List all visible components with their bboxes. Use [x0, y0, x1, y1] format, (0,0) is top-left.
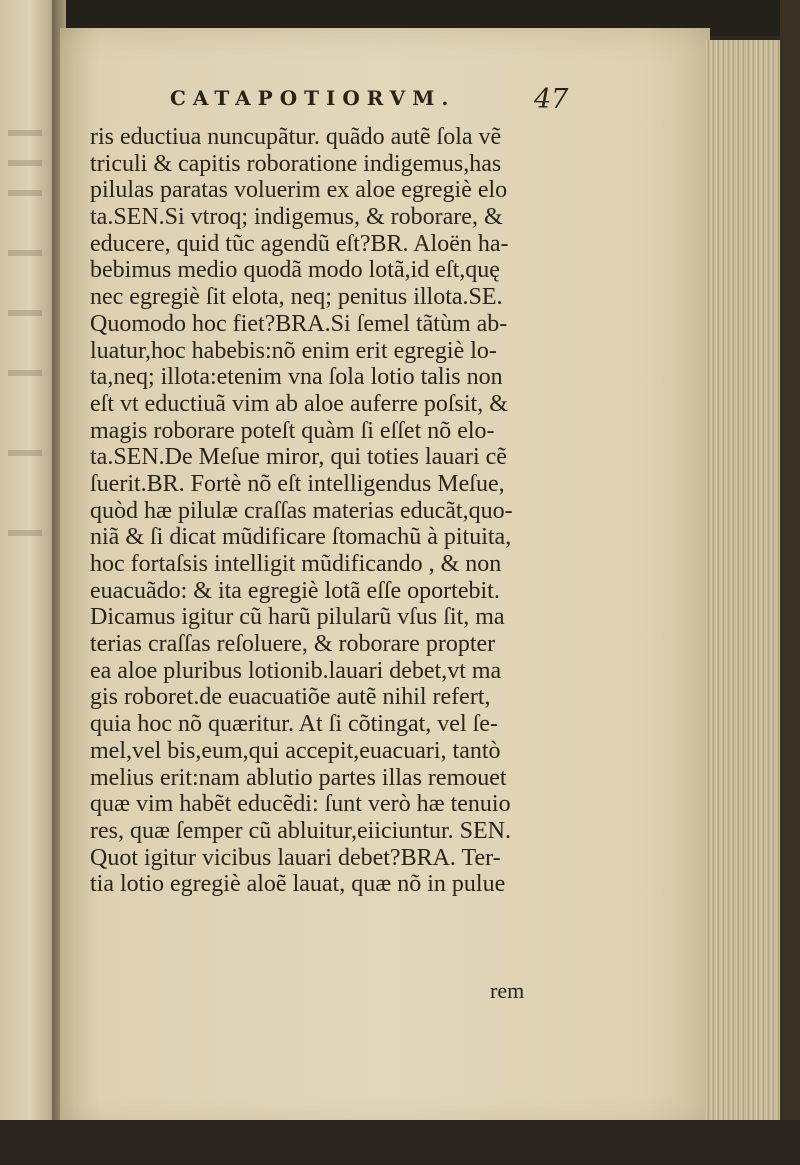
text-line: pilulas paratas voluerim ex aloe egregiè elo	[90, 177, 508, 204]
ghost-text	[8, 130, 42, 136]
dark-background-bottom	[0, 1120, 800, 1165]
text-line: quòd hæ pilulæ craſſas materias educãt,quo-	[90, 497, 513, 524]
ghost-text	[8, 160, 42, 166]
text-line: ta,neq; illota:etenim vna ſola lotio talis non	[90, 364, 503, 391]
text-line: Quomodo hoc fiet?BRA.Si ſemel tãtùm ab-	[90, 310, 508, 337]
text-line: educere, quid tũc agendũ eſt?BR. Aloën ha-	[90, 230, 509, 257]
catchword: rem	[490, 978, 525, 1003]
ghost-text	[8, 310, 42, 316]
text-line: nec egregiè ſit elota, neq; penitus illota.SE.	[90, 284, 503, 311]
ghost-text	[8, 370, 42, 376]
text-line: ris eductiua nuncupãtur. quãdo autẽ ſola vẽ	[90, 124, 502, 150]
ghost-text	[8, 190, 42, 196]
text-line: eſt vt eductiuã vim ab aloe auferre poſsit, &	[90, 390, 508, 417]
text-line: hoc fortaſsis intelligit mũdificando , & non	[90, 551, 502, 577]
edge-shadow	[780, 0, 800, 1165]
text-line: mel,vel bis,eum,qui accepit,euacuari, tantò	[90, 737, 501, 764]
text-line: gis roboret.de euacuatiõe autẽ nihil refert,	[90, 684, 491, 711]
running-head: CATAPOTIORVM.	[170, 86, 456, 110]
text-line: ta.SEN.De Meſue miror, qui toties lauari cẽ	[90, 444, 507, 471]
text-line: quia hoc nõ quæritur. At ſi cõtingat, vel ſe-	[90, 711, 498, 738]
text-line: ta.SEN.Si vtroq; indigemus, & roborare, &	[90, 204, 503, 231]
text-line: tia lotio egregiè aloẽ lauat, quæ nõ in pulue	[90, 871, 506, 898]
text-line: bebimus medio quodã modo lotã,id eſt,quę	[90, 257, 500, 284]
facing-page-edge	[0, 0, 60, 1165]
body-text	[90, 124, 546, 898]
text-line: Dicamus igitur cũ harũ pilularũ vſus ſit, ma	[90, 604, 505, 631]
text-line: terias craſſas reſoluere, & roborare propter	[90, 631, 496, 658]
text-line: res, quæ ſemper cũ abluitur,eiiciuntur. SEN.	[90, 817, 511, 844]
ghost-text	[8, 250, 42, 256]
page-number: 47	[534, 84, 569, 115]
text-line: Quot igitur vicibus lauari debet?BRA. Ter-	[90, 844, 501, 871]
text-line: magis roborare poteſt quàm ſi eſſet nõ elo-	[90, 417, 495, 444]
text-line: triculi & capitis roboratione indigemus,has	[90, 150, 502, 177]
text-line: melius erit:nam ablutio partes illas remouet	[90, 764, 507, 791]
text-line: luatur,hoc habebis:nõ enim erit egregiè lo-	[90, 337, 497, 364]
text-line: euacuãdo: & ita egregiè lotã eſſe oportebit.	[90, 577, 500, 604]
text-line: niã & ſi dicat mũdificare ſtomachũ à pituita,	[90, 524, 512, 551]
ghost-text	[8, 450, 42, 456]
text-line: ea aloe pluribus lotionib.lauari debet,vt ma	[90, 657, 502, 684]
ghost-text	[8, 530, 42, 536]
text-line: ſuerit.BR. Fortè nõ eſt intelligendus Meſue,	[90, 470, 505, 497]
text-line: quæ vim habẽt educẽdi: ſunt verò hæ tenuio	[90, 791, 511, 818]
